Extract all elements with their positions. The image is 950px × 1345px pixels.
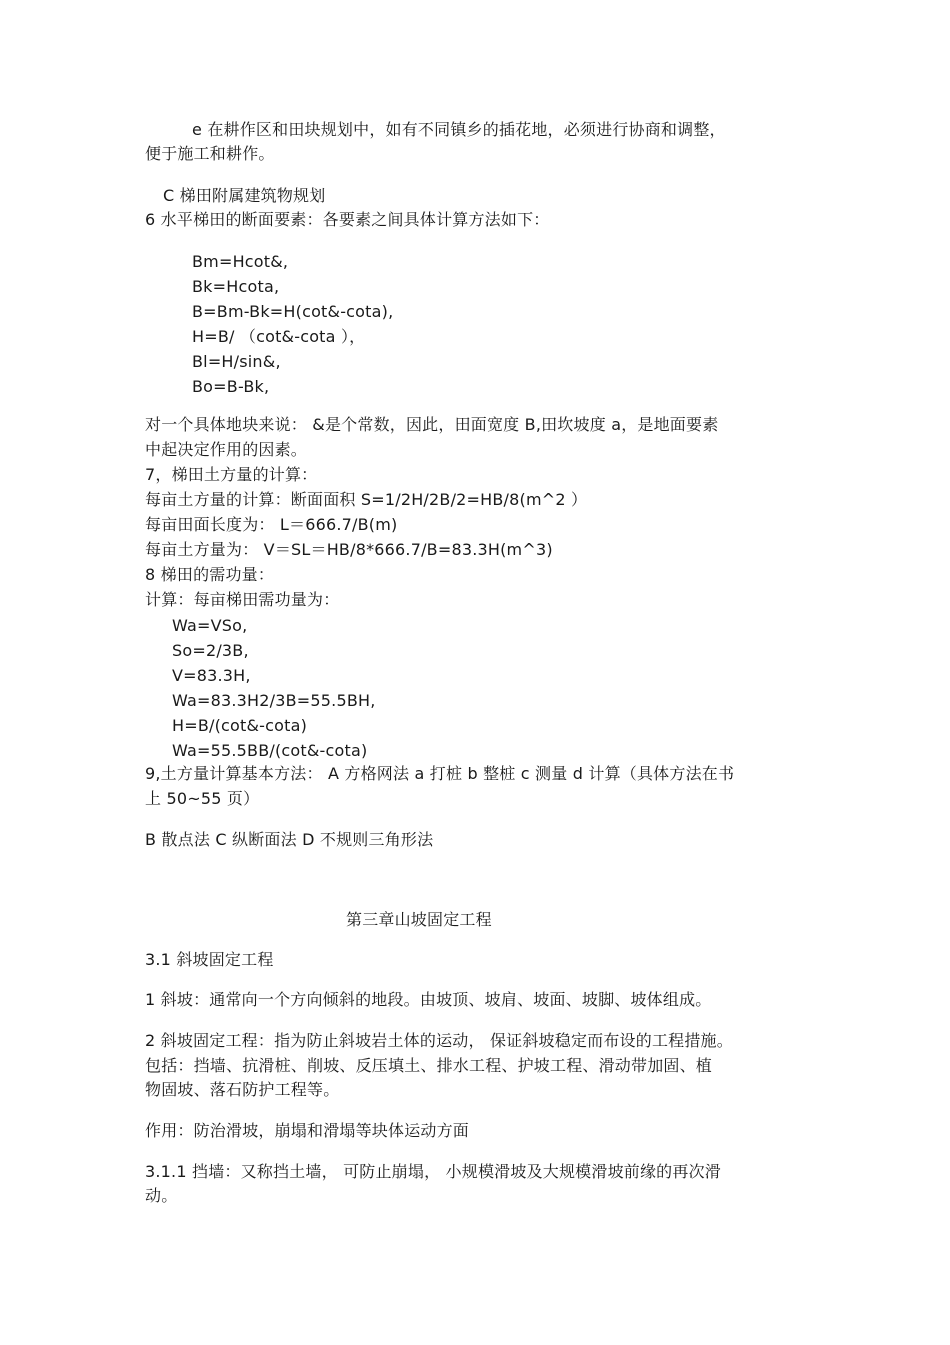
formula-line: V=83.3H, — [172, 666, 251, 685]
paragraph-line: 作用：防治滑坡，崩塌和滑塌等块体运动方面 — [145, 1121, 470, 1140]
paragraph-line: 1 斜坡：通常向一个方向倾斜的地段。由坡顶、坡肩、坡面、坡脚、坡体组成。 — [145, 990, 712, 1009]
paragraph-line: 动。 — [145, 1186, 178, 1205]
formula-line: Bl=H/sin&, — [192, 352, 281, 371]
paragraph-line: 中起决定作用的因素。 — [145, 440, 308, 459]
paragraph-line: 2 斜坡固定工程：指为防止斜坡岩土体的运动， 保证斜坡稳定而布设的工程措施。 — [145, 1031, 733, 1050]
paragraph-line: 每亩土方量为： V＝SL＝HB/8*666.7/B=83.3H(m^3) — [145, 540, 553, 559]
section-heading: C 梯田附属建筑物规划 — [163, 186, 326, 205]
section-heading: 7，梯田土方量的计算： — [145, 465, 318, 484]
section-heading: 6 水平梯田的断面要素：各要素之间具体计算方法如下： — [145, 210, 550, 229]
paragraph-line: 每亩土方量的计算：断面面积 S=1/2H/2B/2=HB/8(m^2 ） — [145, 490, 588, 509]
paragraph-line: 9,土方量计算基本方法： A 方格网法 a 打桩 b 整桩 c 测量 d 计算（具体方法在书 — [145, 764, 735, 783]
formula-line: H=B/(cot&-cota) — [172, 716, 308, 735]
formula-line: Bm=Hcot&, — [192, 252, 289, 271]
paragraph-line: 每亩田面长度为： L＝666.7/B(m) — [145, 515, 398, 534]
paragraph-line: 3.1.1 挡墙：又称挡土墙， 可防止崩塌， 小规模滑坡及大规模滑坡前缘的再次滑 — [145, 1162, 721, 1181]
formula-line: Wa=VSo, — [172, 616, 248, 635]
paragraph-line: 包括：挡墙、抗滑桩、削坡、反压填土、排水工程、护坡工程、滑动带加固、植 — [145, 1056, 713, 1075]
paragraph-line: B 散点法 C 纵断面法 D 不规则三角形法 — [145, 830, 434, 849]
chapter-title: 第三章山坡固定工程 — [346, 910, 492, 929]
paragraph-line: e 在耕作区和田块规划中，如有不同镇乡的插花地，必须进行协商和调整， — [192, 120, 726, 139]
formula-line: Bo=B-Bk, — [192, 377, 270, 396]
formula-line: B=Bm-Bk=H(cot&-cota), — [192, 302, 394, 321]
paragraph-line: 对一个具体地块来说： &是个常数，因此，田面宽度 B,田坎坡度 a，是地面要素 — [145, 415, 719, 434]
formula-line: So=2/3B, — [172, 641, 249, 660]
paragraph-line: 便于施工和耕作。 — [145, 144, 275, 163]
paragraph-line: 计算：每亩梯田需功量为： — [145, 590, 340, 609]
section-heading: 3.1 斜坡固定工程 — [145, 950, 274, 969]
formula-line: Wa=83.3H2/3B=55.5BH, — [172, 691, 376, 710]
section-heading: 8 梯田的需功量： — [145, 565, 275, 584]
formula-line: H=B/ （cot&-cota ）， — [192, 327, 366, 346]
paragraph-line: 上 50~55 页） — [145, 789, 260, 808]
paragraph-line: 物固坡、落石防护工程等。 — [145, 1080, 340, 1099]
formula-line: Bk=Hcota, — [192, 277, 280, 296]
formula-line: Wa=55.5BB/(cot&-cota) — [172, 741, 368, 760]
